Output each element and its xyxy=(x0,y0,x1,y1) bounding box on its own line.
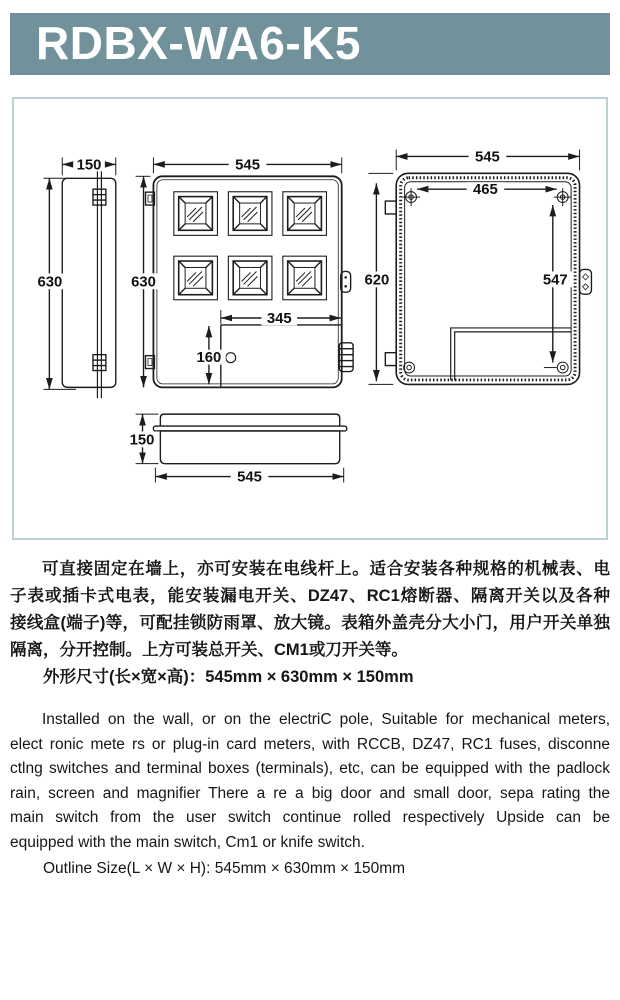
dim-label-hole-pitch: 547 xyxy=(542,272,568,289)
description-english xyxy=(10,708,610,882)
wall-tab-bottom xyxy=(385,353,396,366)
en-line: ctlng switches and terminal boxes (terminals), etc, can be equipped with the padlock xyxy=(10,760,610,777)
front-view xyxy=(127,156,353,387)
dim-label-front-height: 630 xyxy=(131,274,156,291)
en-outline-size: Outline Size(L × W × H): 545mm × 630mm × 150mm xyxy=(43,860,406,877)
dim-label-side-width: 150 xyxy=(76,157,102,174)
bottom-view xyxy=(126,414,347,485)
body-profile xyxy=(160,431,339,464)
product-title: RDBX-WA6-K5 xyxy=(36,17,361,69)
rim-flange xyxy=(153,426,346,431)
dim-label-hole-span: 465 xyxy=(473,182,498,199)
cn-line: 隔离，分开控制。上方可装总开关、CM1或刀开关等。 xyxy=(10,641,408,659)
meter-window xyxy=(174,192,218,236)
cn-line: 可直接固定在墙上，亦可安装在电线杆上。适合安装各种规格的机械表、电 xyxy=(42,560,610,578)
cn-line: 接线盒(端子)等，可配挂锁防雨罩、放大镜。表箱外盖壳分大小门，用户开关单独 xyxy=(10,614,610,632)
en-line: rain, screen and magnifier There a re a big door and small door, sepa rating the xyxy=(10,784,610,802)
back-view xyxy=(360,149,592,384)
dim-label-back-height: 620 xyxy=(364,272,390,289)
meter-window xyxy=(283,192,327,236)
mount-hole-bottom-right xyxy=(557,362,568,373)
technical-drawing xyxy=(14,99,606,538)
dim-label-door-width: 345 xyxy=(266,310,292,327)
description-chinese xyxy=(10,556,610,691)
product-title-bar xyxy=(10,13,610,75)
en-line: main switch from the user switch continue rolled respectively Upside can be xyxy=(10,809,610,826)
latch-tab xyxy=(580,269,592,294)
wall-tab-top xyxy=(385,201,396,214)
cn-line: 子表或插卡式电表，能安装漏电开关、DZ47、RC1熔断器、隔离开关以及各种 xyxy=(10,587,610,605)
en-line: Installed on the wall, or on the electriC pole, Suitable for mechanical meters, xyxy=(42,711,610,728)
dim-label-bottom-width: 545 xyxy=(237,469,262,486)
dim-label-door-height: 160 xyxy=(196,350,222,367)
lid-profile xyxy=(160,414,339,426)
dim-label-bottom-depth: 150 xyxy=(129,432,155,449)
en-line: elect ronic mete rs or plug-in card meters, with RCCB, DZ47, RC1 fuses, disconne xyxy=(10,735,610,753)
meter-window xyxy=(283,256,327,300)
mount-hole-bottom-left xyxy=(404,362,415,373)
lock-hole xyxy=(226,353,236,363)
rod-clamp-top xyxy=(93,189,106,205)
side-view xyxy=(34,156,116,398)
dim-label-front-width: 545 xyxy=(235,157,260,174)
meter-window xyxy=(228,256,272,300)
en-line: equipped with the main switch, Cm1 or knife switch. xyxy=(10,833,365,851)
dim-label-side-height: 630 xyxy=(37,274,63,291)
diagram-panel xyxy=(12,97,608,540)
meter-window xyxy=(174,256,218,300)
mount-hole-top-right xyxy=(554,188,572,206)
dim-label-back-width: 545 xyxy=(474,149,500,166)
rod-clamp-bottom xyxy=(93,355,106,371)
cn-outline-size: 外形尺寸(长×宽×高)：545mm × 630mm × 150mm xyxy=(43,668,414,686)
meter-window xyxy=(228,192,272,236)
